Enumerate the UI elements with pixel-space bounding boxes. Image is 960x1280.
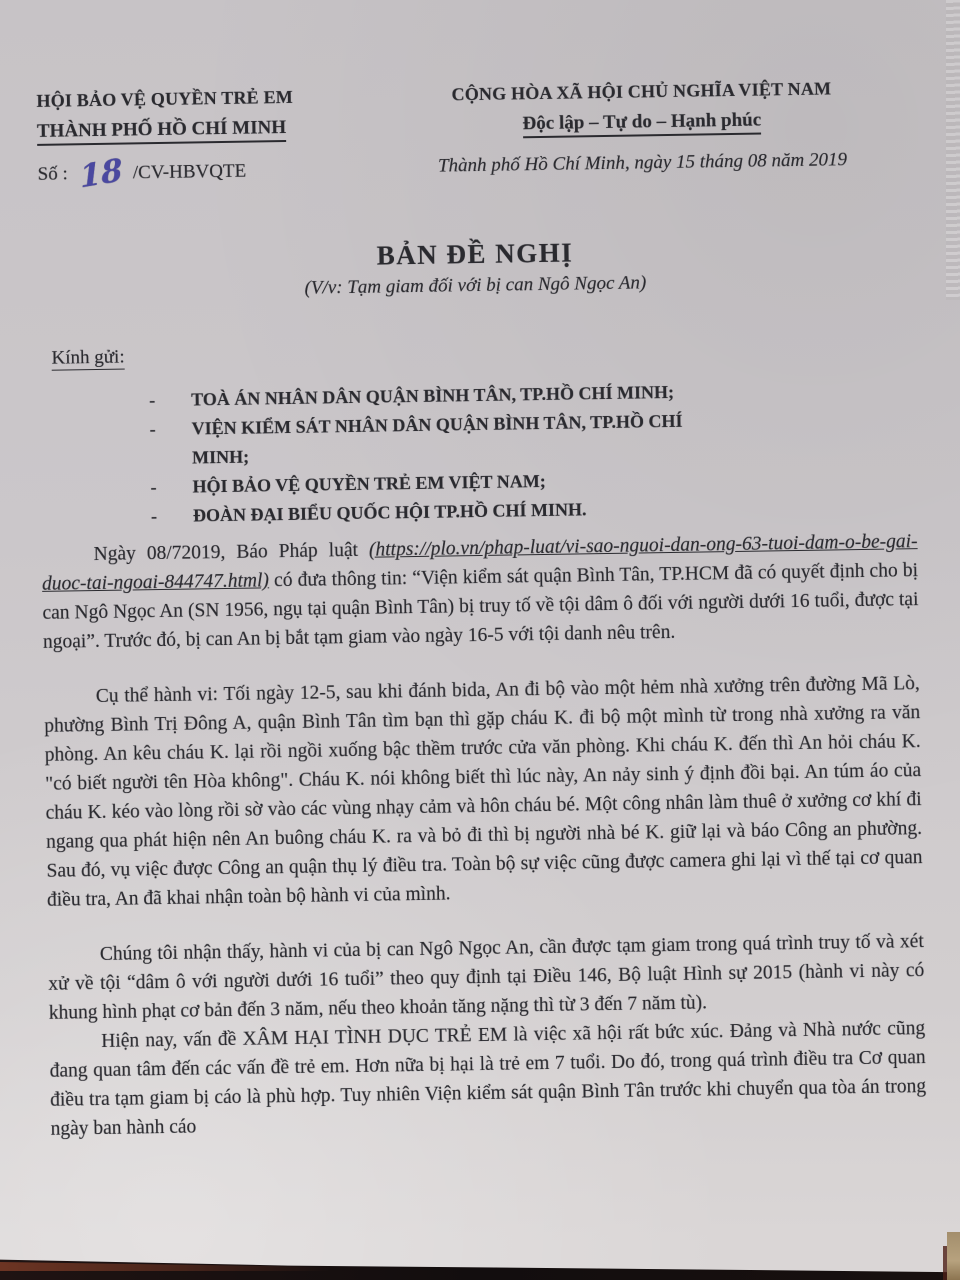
recipient-list [149,374,917,531]
corner-table-surface [947,1232,960,1280]
document-number-prefix: Số : [37,163,68,185]
paragraph-incident-details: Cụ thể hành vi: Tối ngày 12-5, sau khi đánh bida, An đi bộ vào một hẻm nhà xưởng trên đường Mã Lò, phường Bình Trị Đông A, quận Bình Tân tìm bạn thì gặp cháu K. đi bộ một mình từ trong nhà xưởng ra văn phòng. An kêu cháu K. lại rồi ngồi xuống bậc thềm trước cửa văn phòng. Khi cháu K. đến thì An hỏi cháu K. "có biết người tên Hòa không". Cháu K. nói không biết thì lúc này, An nảy sinh ý định đồi bại. An túm áo của cháu K. kéo vào lòng rồi sờ vào các vùng nhạy cảm và hôn cháu bé. Một công nhân làm thuê ở xưởng cơ khí đi ngang qua phát hiện nên An buông cháu K. ra và bỏ đi thì bị người nhà bé K. giữ lại và báo Công an phường. Sau đó, vụ việc được Công an quận thụ lý điều tra. Toàn bộ sự việc cũng được camera ghi lại vì thế tại cơ quan điều tra, An đã khai nhận toàn bộ hành vi của mình. [44,673,923,911]
recipient-name-line2: MINH; [191,446,250,468]
document-subject: (V/v: Tạm giam đối với bị can Ngô Ngọc An) [304,272,647,299]
document-number-suffix: /CV-HBVQTE [132,160,247,184]
list-dash: - [149,390,156,411]
paragraph1-after-link: có đưa thông tin: “Viện kiểm sát quận Bình Tân, TP.HCM đã có quyết định cho bị can Ngô Ngọc An (SN 1956, ngụ tại quận Bình Tân) bị truy tố về tội dâm ô đối với người dưới 16 tuổi, được tại ngoại”. Trước đó, bị can An bị bắt tạm giam vào ngày 16-5 với tội danh nêu trên. [42,560,919,653]
paragraph1-before-link: Ngày 08/72019, Báo Pháp luật [93,539,370,566]
issuing-org-block [34,86,344,196]
national-motto-block [398,78,885,179]
paragraph-legal-opinion: Chúng tôi nhận thấy, hành vi của bị can Ngô Ngọc An, cần được tạm giam trong quá trình truy tố và xét xử về tội “dâm ô với người dưới 16 tuổi” theo quy định tại Điều 146, Bộ luật Hình sự 2015 (hành vi này có khung hình phạt cơ bản đến 3 năm, nếu theo khoản tăng nặng thì từ 3 đến 7 năm tù). [48,931,925,1024]
recipient-name-line1: VIỆN KIỂM SÁT NHÂN DÂN QUẬN BÌNH TÂN, TP.HỒ CHÍ [191,410,683,439]
document-number-line [37,152,343,196]
recipient-name: ĐOÀN ĐẠI BIỂU QUỐC HỘI TP.HỒ CHÍ MINH. [192,499,587,526]
recipient-name: HỘI BẢO VỆ QUYỀN TRẺ EM VIỆT NAM; [192,470,546,497]
document-title: BẢN ĐỀ NGHỊ [376,237,574,271]
list-dash: - [150,477,157,498]
list-dash: - [150,506,158,527]
handwritten-document-number: 18 [78,152,124,196]
national-motto-line1: CỘNG HÒA XÃ HỘI CHỦ NGHĨA VIỆT NAM [451,78,832,105]
org-name-line2: THÀNH PHỐ HỒ CHÍ MINH [37,116,343,143]
salutation: Kính gửi: [51,346,125,369]
recipient-name: TOÀ ÁN NHÂN DÂN QUẬN BÌNH TÂN, TP.HỒ CHÍ MINH; [191,381,675,410]
paper-edge-texture [946,0,960,300]
title-block [37,232,914,304]
list-dash: - [149,419,156,440]
place-date-line: Thành phố Hồ Chí Minh, ngày 15 tháng 08 năm 2019 [437,149,848,177]
paragraph-news-reference [41,527,919,657]
org-name-line1: HỘI BẢO VỆ QUYỀN TRẺ EM [36,86,294,111]
document-header [34,77,911,196]
paragraph-social-concern: Hiện nay, vấn đề XÂM HẠI TÌNH DỤC TRẺ EM là việc xã hội rất bức xúc. Đảng và Nhà nước cũng đang quan tâm đến các vấn đề trẻ em. Hơn nữa bị hại là trẻ em 7 tuổi. Do đó, trong quá trình điều tra Cơ quan điều tra tạm giam bị cáo là phù hợp. Tuy nhiên Viện kiểm sát quận Bình Tân trước khi chuyển qua tòa án trong ngày ban hành cáo [49,1018,927,1140]
news-article-url-link: (https://plo.vn/phap-luat/vi-sao-nguoi-dan-ong-63-tuoi-dam-o-be-gai-duoc-tai-ngoai-844747.html) [41,531,918,595]
letter-body [41,527,926,1144]
national-motto-line2: Độc lập – Tự do – Hạnh phúc [399,108,885,138]
